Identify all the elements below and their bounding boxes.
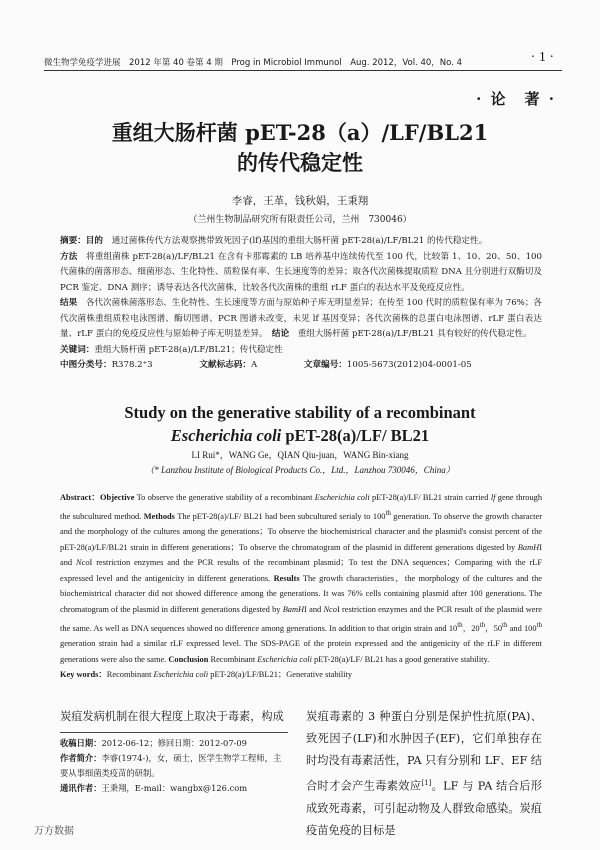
affiliation-cn: （兰州生物制品研究所有限责任公司，兰州 730046）	[188, 215, 412, 225]
doc-code-value: A	[250, 360, 258, 370]
methods-en-text: The pET-28(a)/LF/ BL21 had been subcultured serialy to 100	[177, 511, 386, 521]
species-name: Escherichia coli	[314, 493, 370, 502]
author-bio-value: 李睿(1974-)，女，硕士，医学生物学工程师，主要从事细菌类疫苗的研制。	[60, 753, 282, 778]
affiliation-en: （* Lanzhou Institute of Biological Products Co.，Ltd.，Lanzhou 730046，China）	[145, 465, 455, 475]
clc-value: R378.2⁺3	[111, 360, 153, 370]
results-en-text: restriction enzymes and the PCR result of the plasmid were the same. As well as DNA sequences showed no difference among generations. In addition to that origin strain and 10	[60, 604, 543, 633]
ordinal-sup: th	[457, 620, 463, 629]
objective-en-text: pET-28(a)/LF/ BL21 strain carried	[369, 493, 491, 502]
results-en-text: generation strain had a similar rLF expressed level. The SDS-PAGE of the protein expressed and the antigenicity of the rLF in different generations were also the same.	[60, 638, 542, 664]
abstract-en	[60, 490, 542, 683]
enzyme-name: Nco	[76, 558, 90, 568]
footnote-rule	[60, 732, 288, 733]
objective-en-label: Objective	[100, 493, 135, 502]
body-left-text: 炭疽发病机制在很大程度上取决于毒素，构成	[60, 710, 284, 723]
species-name: Escherichia coli	[153, 670, 209, 680]
correspondence-value: 王秉翔，E-mail：wangbx@126.com	[101, 783, 248, 793]
results-cn-label: 结果	[60, 298, 78, 308]
body-right-text: 炭疽毒素的 3 种蛋白分别是保护性抗原(PA)、致死因子(LF)和水肿因子(EF)，它们单独存在时均没有毒素活性，PA 只有分别和 LF、EF 结合时才会产生毒素效应	[306, 710, 542, 793]
keywords-cn-label: 关键词：	[60, 344, 95, 355]
methods-en-text: restriction enzymes and the PCR results of the recombinant plasmid；To test the DNA sequences；Comparing with the rLF expressed level and the antigenicity in different generations.	[60, 558, 543, 583]
article-id-label: 文章编号：	[303, 360, 347, 370]
keywords-en-text: pET-28(a)/LF/BL21；Generative stability	[208, 670, 353, 680]
enzyme-name: BamH	[517, 542, 540, 552]
abstract-cn	[60, 234, 542, 374]
clc-label: 中图分类号：	[60, 360, 112, 370]
results-en-text: ，50	[485, 623, 503, 633]
results-en-label: Results	[273, 573, 300, 583]
keywords-cn: 重组大肠杆菌 pET-28(a)/LF/BL21；传代稳定性	[94, 344, 283, 355]
author-bio	[60, 751, 288, 781]
citation[interactable]: [1]	[421, 779, 432, 787]
received-value: 2012-06-12；修回日期：2012-07-09	[101, 738, 247, 748]
body-right-col	[306, 706, 542, 842]
title-en-line1: Study on the generative stability of a recombinant	[124, 403, 476, 422]
results-en-text: The growth characteristies，the morphology of the cultures and the biochemistrical character did not showed difference among the generations. It was 76% cells containing plasmid after 100 generations. The chromatogram of the plasmid in different generations digested by	[60, 573, 543, 614]
species-name: Escherichia coli	[257, 654, 312, 664]
correspondence-label: 通讯作者：	[60, 783, 102, 793]
received-date	[60, 736, 288, 751]
gene-name: lf	[490, 493, 496, 502]
results-en-text: and 100	[507, 623, 537, 633]
objective-cn-label: 目的	[85, 236, 103, 246]
enzyme-suffix: I	[336, 604, 340, 614]
doc-code-label: 文献标志码：	[199, 360, 251, 370]
ordinal-sup: th	[502, 620, 508, 629]
page-number: · 1 ·	[530, 50, 554, 65]
conclusion-cn: 重组大肠杆菌 pET-28(a)/LF/BL21 具有较好的传代稳定性。	[297, 329, 532, 339]
enzyme-suffix: I	[539, 542, 542, 552]
keywords-en-text: Recombinant	[106, 670, 154, 680]
received-label: 收稿日期：	[60, 738, 102, 748]
title-cn-line1: 重组大肠杆菌 pET-28（a）/LF/BL21	[111, 120, 489, 145]
methods-cn-label: 方法	[60, 251, 78, 262]
title-en-strain: pET-28(a)/LF/ BL21	[281, 426, 430, 445]
header-rule	[44, 70, 562, 71]
objective-en-text: gene through the subcultured method.	[60, 493, 543, 521]
body-left-col	[60, 706, 288, 728]
author-bio-label: 作者简介：	[60, 753, 102, 763]
abstract-cn-label: 摘要：	[60, 236, 86, 246]
abstract-en-label: Abstract：	[60, 493, 101, 502]
ordinal-sup: th	[536, 620, 542, 629]
objective-cn: 通过菌株传代方法观察携带致死因子(lf)基因的重组大肠杆菌 pET-28(a)/LF/BL21 的传代稳定性。	[111, 236, 488, 246]
methods-en-text: generation. To observe the growth character and the morphology of the cultures among the generations；To observe the biochemistrical character and the plasmid's consist percent of the pET-28(a)/LF/BL21 strain in different generations；To observe the chromatogram of the plasmid in different generations digested by	[60, 511, 543, 552]
results-en-text: ，20	[462, 623, 480, 633]
correspondence	[60, 781, 288, 796]
enzyme-suffix: I	[304, 604, 307, 614]
objective-en-text: To observe the generative stability of a recombinant	[136, 493, 315, 502]
conclusion-en-text: pET-28(a)/LF/ BL21 has a good generative stability.	[311, 654, 490, 664]
section-label: · 论 著 ·	[476, 90, 556, 108]
results-en-text: and	[306, 604, 324, 614]
conclusion-cn-label: 结论	[271, 329, 290, 339]
methods-en-text: and	[60, 558, 77, 568]
title-en-line2	[0, 424, 600, 447]
footnotes	[60, 736, 288, 796]
title-en-species: Escherichia coli	[170, 426, 282, 445]
body-right-text-2: 。LF 与 PA 结合后形成致死毒素，可引起动物及人群致命感染。炭疽疫苗免疫的目标是	[306, 779, 542, 837]
conclusion-en-text: Recombinant	[210, 654, 258, 664]
methods-en-label: Methods	[143, 511, 175, 521]
ordinal-sup: th	[385, 508, 391, 517]
ordinal-sup: th	[479, 620, 486, 629]
keywords-en-label: Key words：	[60, 670, 107, 680]
enzyme-name: BamH	[282, 604, 305, 614]
journal-header: 微生物学免疫学进展 2012 年第 40 卷第 4 期 Prog in Microbiol Immunol Aug. 2012，Vol. 40，No. 4	[44, 58, 462, 68]
enzyme-name: Nco	[323, 604, 337, 614]
footer-watermark: 万方数据	[34, 826, 74, 837]
authors-en: LI Rui*，WANG Ge，QIAN Qiu-juan，WANG Bin-xiang	[191, 450, 409, 460]
authors-cn: 李睿，王革，钱秋娟，王秉翔	[231, 195, 369, 207]
results-cn: 各代次菌株菌落形态、生化特性、生长速度等方面与原始种子库无明显差异；在传至 100 代时的质粒保有率为 76%；各代次菌株重组质粒电泳图谱、酶切图谱、PCR 图谱未改变，未见 lf 基因变异；各代次菌株的总蛋白电泳图谱、rLF 蛋白表达量、rLF 蛋白的免疫反应性与原始种子库无明显差异。	[60, 298, 543, 339]
title-cn-line2: 的传代稳定性	[237, 150, 363, 175]
article-id-value: 1005-5673(2012)04-0001-05	[346, 360, 472, 370]
conclusion-en-label: Conclusion	[168, 654, 209, 664]
enzyme-suffix: I	[89, 558, 93, 568]
methods-cn: 将重组菌株 pET-28(a)/LF/BL21 在含有卡那霉素的 LB 培养基中连续传代至 100 代，比较第 1、10、20、50、100 代菌株的菌落形态、细菌形态、生化特性、质粒保有率、生长速度等的差异；取各代次菌株提取质粒 DNA 且分别进行双酶切及 PCR 鉴定、DNA 测序；诱导表达各代次菌株，比较各代次菌株的重组 rLF 蛋白的表达水平及免疫反应性。	[60, 251, 542, 293]
